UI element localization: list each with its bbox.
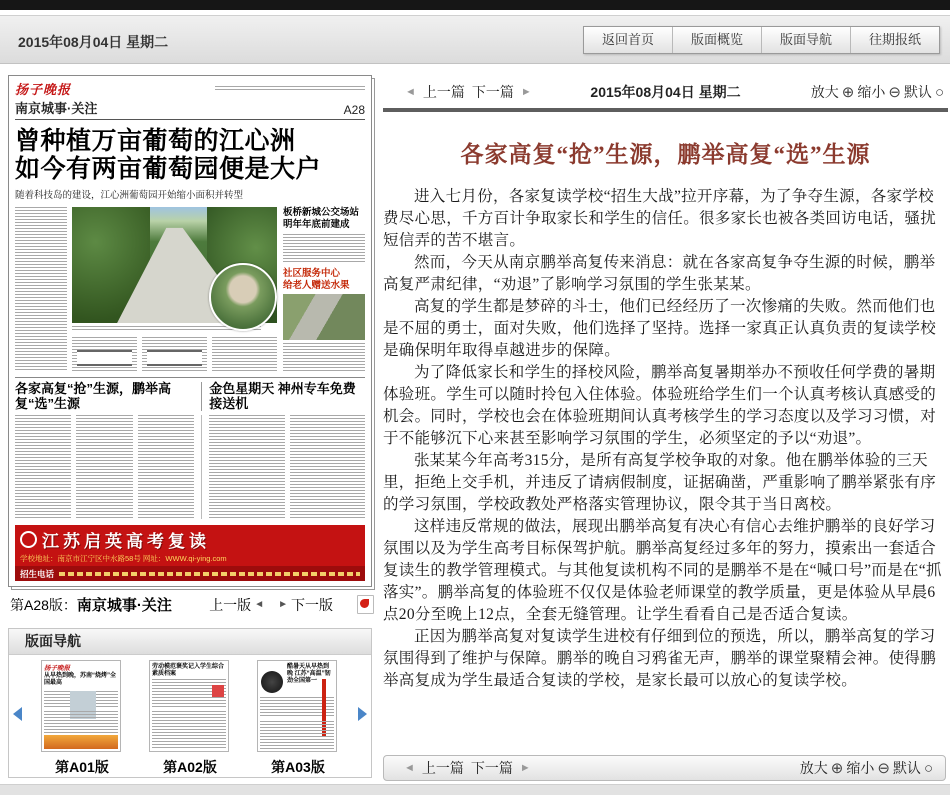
page-nav-row — [10, 594, 374, 615]
simulated-text-column — [290, 415, 365, 519]
paper-logo: 扬子晚报 — [15, 82, 72, 97]
article-paragraph: 这样违反常规的做法，展现出鹏举高复有决心有信心去维护鹏举的良好学习氛围以及为学生高考目标保驾护航。鹏举高复经过多年的努力，摸索出一套适合复读生的教学管理模式。与其他复读机构不同的是鹏举不是在“喊口号”而是在“抓落实”。鹏举高复的体验班不仅仅是体验老师课堂的教学质量，更是体验从早晨6点20分至晚上12点，全套无缝管理。让学生看看自己是否适合复读。 — [383, 518, 942, 623]
article-date: 2015年08月04日 星期二 — [590, 84, 741, 100]
top-black-bar — [0, 0, 950, 10]
thumb-red-mark — [212, 685, 224, 697]
arrow-left-icon: ◄ — [254, 599, 265, 610]
paper-section-title: 南京城事·关注 — [15, 101, 98, 116]
zoom-out-icon[interactable]: ⊖ — [877, 760, 890, 777]
simulated-text-column — [72, 337, 137, 371]
next-article-button[interactable]: 下一篇 — [471, 84, 514, 100]
arrow-right-icon[interactable]: ► — [520, 86, 532, 98]
simulated-subheadline — [147, 350, 202, 366]
paper-sidebar-column — [283, 207, 365, 371]
zoom-in-button[interactable]: 放大 — [810, 84, 839, 100]
inset-circle-photo — [209, 263, 277, 331]
ad-title: 江苏启英高考复读 — [42, 532, 210, 551]
zoom-reset-button[interactable]: 默认 — [903, 84, 932, 100]
prev-article-button[interactable]: 上一篇 — [421, 760, 464, 776]
thumbnail-image: 扬子晚报 从早热到晚，苏南“烧烤”全国最高 — [41, 660, 121, 752]
arrow-left-icon[interactable]: ◄ — [405, 86, 416, 98]
zoom-out-icon[interactable]: ⊖ — [888, 84, 901, 101]
zoom-in-icon[interactable]: ⊕ — [841, 84, 855, 101]
paper-columns — [15, 207, 365, 371]
board-nav-panel — [8, 628, 372, 778]
sidebar-red-headline[interactable]: 社区服务中心 给老人赠送水果 — [283, 267, 350, 291]
simulated-text — [44, 711, 118, 733]
arrow-right-icon: ► — [278, 599, 288, 610]
simulated-text-column — [283, 234, 365, 264]
board-nav-prev-arrow[interactable] — [13, 707, 22, 721]
next-article-button[interactable]: 下一篇 — [470, 760, 513, 776]
simulated-text-column — [212, 337, 277, 371]
thumbnail-image: 劳动模范褒奖记入学生综合素质档案 — [149, 660, 229, 752]
article-title: 各家高复“抢”生源，鹏举高复“选”生源 — [460, 142, 871, 167]
thumb-ad-block — [44, 735, 118, 749]
mid-headline-right[interactable]: 金色星期天 神州专车免费接送机 — [201, 382, 365, 411]
zoom-in-icon[interactable]: ⊕ — [830, 760, 844, 777]
thumbnail-image: 酷暑天从早热到晚 江苏“高温”韧劲全国第一 — [257, 660, 337, 752]
paper-photo-area — [72, 207, 277, 371]
header-date: 2015年08月04日 星期二 — [18, 34, 169, 50]
prev-page-button[interactable]: 上一版 ◄ — [209, 596, 265, 613]
past-issues-button[interactable]: 往期报纸 — [850, 27, 939, 53]
page-thumbnail-a01[interactable]: 扬子晚报 从早热到晚，苏南“烧烤”全国最高 第A01版 — [41, 660, 123, 777]
zoom-reset-icon[interactable]: ○ — [923, 759, 933, 777]
board-nav-thumbnails — [9, 655, 371, 777]
zoom-out-button[interactable]: 缩小 — [857, 84, 886, 100]
simulated-phone-numbers — [59, 572, 360, 576]
article-toolbar-top — [383, 80, 948, 104]
simulated-text-column — [76, 415, 132, 519]
thumb-dark-circle — [261, 671, 283, 693]
ad-phone-band — [15, 566, 365, 581]
prev-article-button[interactable]: 上一篇 — [422, 84, 465, 100]
board-nav-body — [9, 655, 371, 777]
page-thumbnail-a03[interactable]: 酷暑天从早热到晚 江苏“高温”韧劲全国第一 第A03版 — [257, 660, 339, 777]
newspaper-page-image[interactable] — [8, 75, 372, 587]
paper-mid-columns — [15, 415, 365, 519]
zoom-controls — [811, 82, 944, 102]
article-toolbar-bottom — [383, 755, 946, 781]
simulated-text-column — [138, 415, 194, 519]
paper-page-number: A28 — [343, 103, 365, 117]
page-nav-section: 南京城事·关注 — [76, 597, 172, 614]
paper-mid-headlines — [15, 382, 365, 411]
thumb-logo: 扬子晚报 — [44, 665, 70, 672]
arrow-right-icon[interactable]: ► — [519, 762, 531, 774]
article-paragraph: 为了降低家长和学生的择校风险，鹏举高复暑期举办不预收任何学费的暑期体验班。学生可以随时拎包入住体验。体验班给学生们一个认真考核认真感受的机会。同时，学校也会在体验班期间认真考核学生的学习态度以及学习习惯，对于不能够沉下心来甚至影响学习氛围的学生，必须坚定的予以“劝退”。 — [383, 364, 937, 447]
article-paragraph: 进入七月份，各家复读学校“招生大战”拉开序幕，为了争夺生源，各家学校费尽心思，千方百计争取家长和学生的信任。很多家长也被各类回访电话，骚扰短信弄的苦不堪言。 — [383, 188, 937, 249]
newspaper-page-content — [9, 76, 371, 586]
simulated-masthead-text — [215, 86, 365, 92]
simulated-text-column — [15, 415, 71, 519]
page-overview-button[interactable]: 版面概览 — [672, 27, 761, 53]
article-paragraph: 然而，今天从南京鹏举高复传来消息：就在各家高复争夺生源的时候，鹏举高复严肃纪律，“劝退”了影响学习氛围的学生张某某。 — [383, 254, 936, 293]
article-paragraph: 张某某今年高考315分，是所有高复学校争取的对象。他在鹏举体验的三天里，拒绝上交手机，并违反了请病假制度，证据确凿，严重影响了鹏举紧张有序的学习氛围，学校政教处严格落实管理协议，限令其于当日离校。 — [383, 452, 937, 513]
article-paragraph: 正因为鹏举高复对复读学生进校有仔细到位的预选，所以，鹏举高复的学习氛围得到了维护与保障。鹏举的晚自习鸦雀无声，鹏举的课堂聚精会神。使得鹏举高复成为学生最适合复读的学校，是家长最可以放心的复读学校。 — [383, 628, 937, 689]
paper-main-headline[interactable]: 曾种植万亩葡萄的江心洲 如今有两亩葡萄园便是大户 — [15, 127, 322, 183]
paper-mid-section — [15, 377, 365, 519]
zoom-controls — [800, 758, 933, 778]
board-nav-next-arrow[interactable] — [358, 707, 367, 721]
mid-right-article-text — [201, 415, 365, 519]
ad-title-row — [20, 527, 360, 552]
divider-rule — [383, 108, 948, 112]
mid-headline-left[interactable]: 各家高复“抢”生源，鹏举高复“选”生源 — [15, 381, 172, 411]
ad-address-line: 学校地址：南京市江宁区中水路58号 网址：WWW.qi-ying.com — [20, 554, 227, 563]
home-button[interactable]: 返回首页 — [601, 32, 654, 47]
simulated-text — [152, 711, 226, 749]
bottom-strip — [0, 784, 950, 795]
simulated-text-column — [142, 337, 207, 371]
page-nav-label: 第A28版： — [10, 596, 77, 613]
simulated-subheadline — [77, 350, 132, 366]
paper-section-row — [15, 98, 365, 120]
simulated-text-column — [283, 343, 365, 371]
arrow-left-icon[interactable]: ◄ — [404, 762, 415, 774]
ad-logo-icon — [20, 531, 37, 548]
board-nav-title: 版面导航 — [9, 629, 371, 655]
zoom-in-button[interactable]: 放大 — [799, 760, 828, 776]
simulated-text-column — [15, 207, 67, 371]
article-nav-group — [404, 758, 531, 778]
simulated-text — [260, 721, 334, 749]
page-navigation-button[interactable]: 版面导航 — [761, 27, 850, 53]
article-panel — [383, 80, 948, 692]
top-header-bar — [0, 15, 950, 64]
article-nav-group — [405, 82, 532, 102]
paper-main-subtitle: 随着科技岛的建设，江心洲葡萄园开始缩小面积并转型 — [15, 190, 244, 201]
next-page-button[interactable]: ► 下一版 — [278, 596, 333, 613]
advertisement-banner[interactable] — [15, 525, 365, 581]
paper-lower-columns — [72, 337, 277, 371]
page-thumbnail-a02[interactable]: 劳动模范褒奖记入学生综合素质档案 第A02版 — [149, 660, 231, 777]
paper-masthead — [15, 81, 365, 96]
article-paragraph: 高复的学生都是梦碎的斗士，他们已经经历了一次惨痛的失败。然而他们也是不屈的勇士，面对失败，他们选择了坚持。选择一家真正认真负责的复读学校是确保明年取得卓越进步的保障。 — [383, 298, 937, 359]
ad-phone-label: 招生电话 — [20, 568, 55, 579]
simulated-text-column — [209, 415, 284, 519]
mid-left-article-text — [15, 415, 194, 519]
header-button-group — [583, 26, 940, 54]
sidebar-photo — [283, 294, 365, 340]
zoom-reset-button[interactable]: 默认 — [892, 760, 921, 776]
zoom-reset-icon[interactable]: ○ — [934, 83, 944, 101]
zoom-out-button[interactable]: 缩小 — [846, 760, 875, 776]
article-body — [383, 186, 948, 692]
pdf-icon[interactable] — [357, 595, 374, 614]
sidebar-headline[interactable]: 板桥新城公交场站 明年年底前建成 — [283, 207, 360, 230]
